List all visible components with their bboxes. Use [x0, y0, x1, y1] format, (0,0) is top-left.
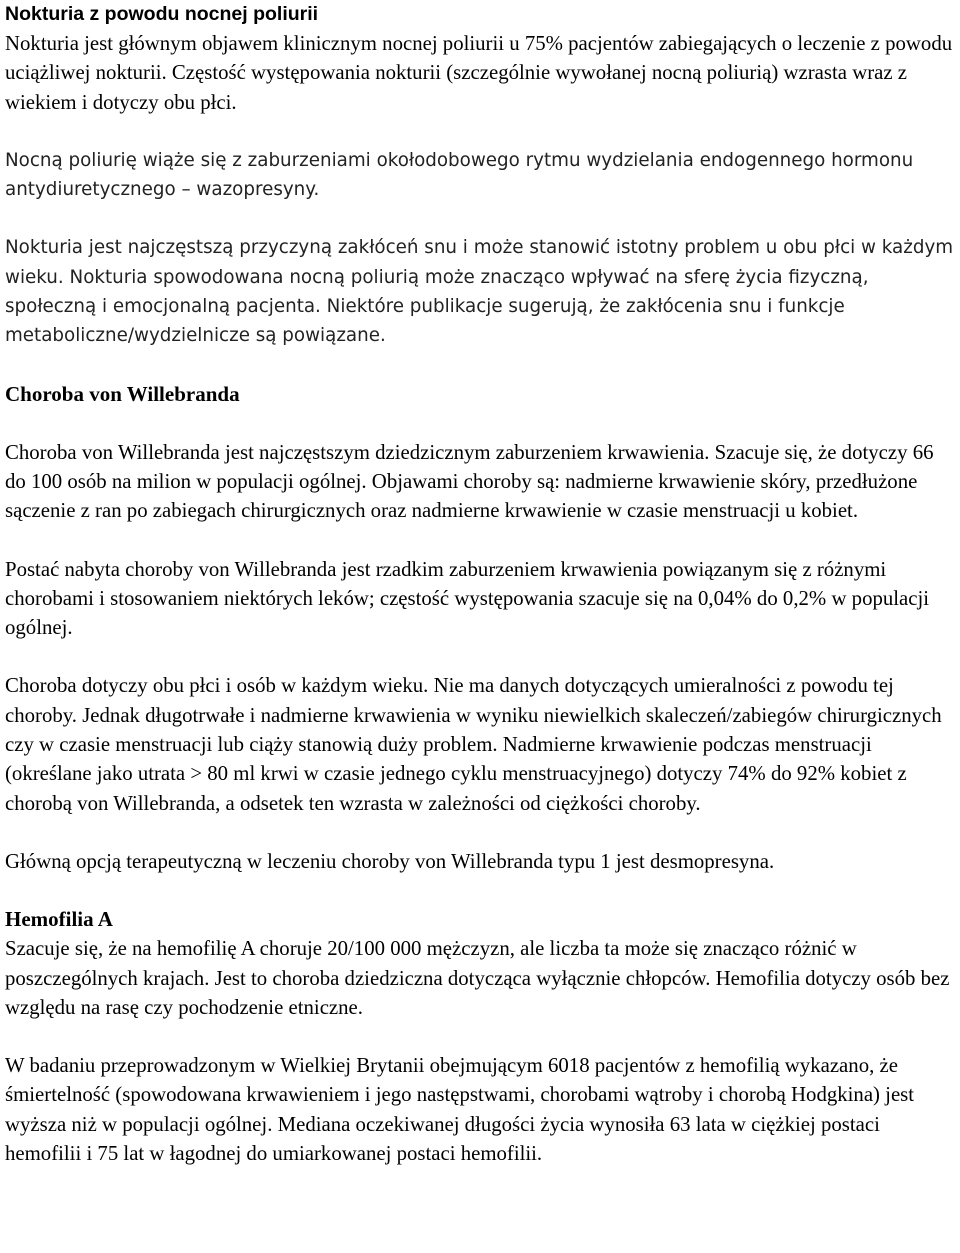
paragraph-willebrand-2: Postać nabyta choroby von Willebranda jest rzadkim zaburzeniem krwawienia powiązanym się z różnymi chorobami i stosowaniem niektórych leków; częstość występowania szacuje się na 0,04% do 0,2% w populacji ogólnej. — [5, 557, 930, 640]
paragraph-nokturia-1: Nokturia jest głównym objawem klinicznym nocnej poliurii u 75% pacjentów zabiegających o leczenie z powodu uciążliwej nokturii. Częstość występowania nokturii (szczególnie wywołanej nocną poliurią) wzrasta wraz z wiekiem i dotyczy obu płci. — [5, 32, 953, 114]
paragraph-hemofilia-1: Szacuje się, że na hemofilię A choruje 20/100 000 mężczyzn, ale liczba ta może się znacząco różnić w poszczególnych krajach. Jest to choroba dziedziczna dotycząca wyłącznie chłopców. Hemofilia dotyczy osób bez względu na rasę czy pochodzenie etniczne. — [5, 937, 950, 1019]
paragraph-willebrand-1: Choroba von Willebranda jest najczęstszym dziedzicznym zaburzeniem krwawienia. Szacuje się, że dotyczy 66 do 100 osób na milion w populacji ogólnej. Objawami choroby są: nadmierne krwawienie skóry, przedłużone sączenie z ran po zabiegach chirurgicznych oraz nadmierne krwawienie w czasie menstruacji u kobiet. — [5, 440, 934, 523]
section-heading-willebrand: Choroba von Willebranda — [5, 381, 240, 406]
paragraph-nokturia-3 — [5, 233, 957, 350]
paragraph-nokturia-2: Nocną poliurię wiąże się z zaburzeniami okołodobowego rytmu wydzielania endogennego hormonu antydiuretycznego – wazopresyny. — [5, 149, 914, 201]
paragraph-willebrand-4: Główną opcją terapeutyczną w leczeniu choroby von Willebranda typu 1 jest desmopresyna. — [5, 849, 775, 873]
paragraph-willebrand-3: Choroba dotyczy obu płci i osób w każdym wieku. Nie ma danych dotyczących umieralności z powodu tej choroby. Jednak długotrwałe i nadmierne krwawienia w wyniku niewielkich skaleczeń/zabiegów chirurgicznych czy w czasie menstruacji lub ciąży stanowią duży problem. Nadmierne krwawienie podczas menstruacji (określane jako utrata > 80 ml krwi w czasie jednego cyklu menstruacyjnego) dotyczy 74% do 92% kobiet z chorobą von Willebranda, a odsetek ten wzrasta w zależności od ciężkości choroby. — [5, 674, 942, 815]
paragraph-nokturia-3b: Nokturia spowodowana nocną poliurią może znacząco wpływać na sferę życia fizyczną, społeczną i emocjonalną pacjenta. — [5, 266, 869, 318]
paragraph-nokturia-3c: Niektóre publikacje sugerują, że zakłócenia snu i funkcje metaboliczne/wydzielnicze są powiązane. — [5, 296, 845, 347]
paragraph-nokturia-3a: Nokturia jest najczęstszą przyczyną zakłóceń snu i może stanowić istotny problem u obu płci w każdym wieku. — [5, 237, 954, 288]
section-heading-hemofilia: Hemofilia A — [5, 907, 113, 932]
paragraph-hemofilia-2: W badaniu przeprowadzonym w Wielkiej Brytanii obejmującym 6018 pacjentów z hemofilią wykazano, że śmiertelność (spowodowana krwawieniem i jego następstwami, chorobami wątroby i chorobą Hodgkina) jest wyższa niż w populacji ogólnej. Mediana oczekiwanej długości życia wynosiła 63 lata w ciężkiej postaci hemofilii i 75 lat w łagodnej do umiarkowanej postaci hemofilii. — [5, 1054, 915, 1166]
section-heading-nokturia: Nokturia z powodu nocnej poliurii — [5, 3, 319, 25]
document-page — [5, 0, 957, 1168]
